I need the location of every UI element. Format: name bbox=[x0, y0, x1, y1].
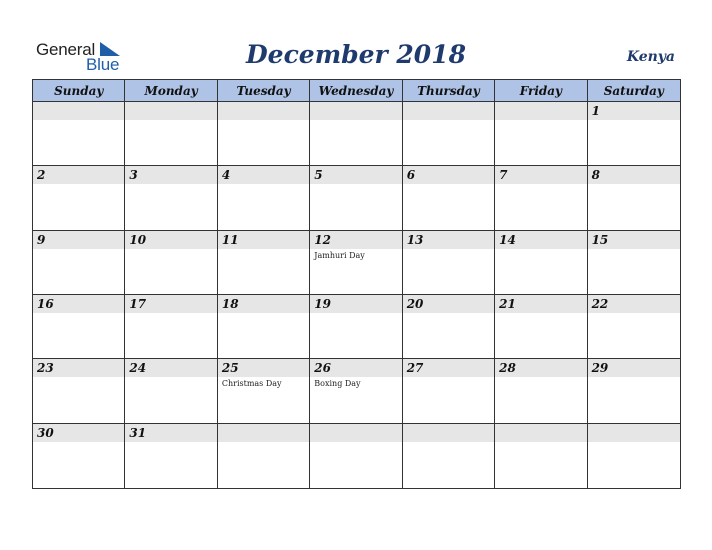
date-band bbox=[495, 295, 586, 313]
date-band bbox=[495, 166, 586, 184]
day-cell bbox=[218, 295, 310, 359]
weekday-header-monday: Monday bbox=[125, 80, 217, 102]
day-cell bbox=[310, 359, 402, 423]
calendar-grid bbox=[32, 79, 681, 489]
date-band bbox=[495, 231, 586, 249]
logo-text-blue: Blue bbox=[86, 55, 120, 74]
day-cell bbox=[495, 231, 587, 295]
date-band bbox=[125, 359, 216, 377]
day-number: 7 bbox=[499, 168, 508, 183]
day-number: 31 bbox=[129, 425, 147, 440]
day-number: 10 bbox=[129, 232, 147, 247]
day-number: 3 bbox=[129, 168, 138, 183]
day-cell bbox=[588, 102, 680, 166]
date-band bbox=[125, 295, 216, 313]
day-cell bbox=[403, 359, 495, 423]
weekday-header-sunday: Sunday bbox=[33, 80, 125, 102]
day-number: 23 bbox=[37, 361, 54, 376]
day-number: 9 bbox=[37, 232, 46, 247]
date-band bbox=[218, 231, 309, 249]
day-cell bbox=[218, 424, 310, 488]
date-band bbox=[218, 295, 309, 313]
date-band bbox=[588, 231, 680, 249]
day-cell bbox=[218, 359, 310, 423]
day-cell bbox=[125, 295, 217, 359]
day-cell bbox=[218, 231, 310, 295]
day-number: 17 bbox=[129, 297, 147, 311]
day-cell bbox=[310, 295, 402, 359]
day-cell bbox=[588, 359, 680, 423]
day-number: 26 bbox=[314, 361, 331, 376]
date-band bbox=[403, 102, 494, 120]
date-band bbox=[33, 359, 124, 377]
day-cell bbox=[588, 424, 680, 488]
day-number: 16 bbox=[37, 297, 54, 311]
day-cell bbox=[125, 359, 217, 423]
day-number: 13 bbox=[406, 232, 424, 247]
date-band bbox=[310, 295, 401, 313]
day-cell bbox=[495, 102, 587, 166]
day-cell bbox=[33, 231, 125, 295]
day-cell bbox=[403, 231, 495, 295]
weekday-header-wednesday: Wednesday bbox=[310, 80, 402, 102]
day-number: 19 bbox=[314, 297, 331, 311]
date-band bbox=[310, 359, 401, 377]
day-cell bbox=[125, 166, 217, 230]
country-label: Kenya bbox=[626, 49, 675, 65]
logo-text-general: General bbox=[36, 40, 96, 59]
day-number: 30 bbox=[37, 425, 54, 440]
holiday-label: Boxing Day bbox=[314, 379, 361, 389]
holiday-label: Christmas Day bbox=[221, 379, 282, 389]
date-band bbox=[33, 295, 124, 313]
calendar-title: December 2018 bbox=[245, 40, 466, 69]
day-number: 6 bbox=[406, 168, 416, 183]
day-cell bbox=[403, 166, 495, 230]
day-cell bbox=[310, 166, 402, 230]
day-number: 25 bbox=[221, 361, 239, 376]
date-band bbox=[588, 424, 680, 442]
day-cell bbox=[495, 166, 587, 230]
day-cell bbox=[310, 424, 402, 488]
day-cell bbox=[495, 424, 587, 488]
day-cell bbox=[403, 102, 495, 166]
date-band bbox=[33, 424, 124, 442]
date-band bbox=[218, 359, 309, 377]
date-band bbox=[125, 166, 216, 184]
date-band bbox=[33, 166, 124, 184]
weekday-header-saturday: Saturday bbox=[588, 80, 680, 102]
day-number: 2 bbox=[37, 168, 46, 183]
day-cell bbox=[33, 424, 125, 488]
day-number: 4 bbox=[221, 168, 231, 183]
day-number: 24 bbox=[129, 361, 147, 376]
day-cell bbox=[125, 102, 217, 166]
weekday-header-friday: Friday bbox=[495, 80, 587, 102]
day-cell bbox=[125, 231, 217, 295]
day-cell bbox=[33, 295, 125, 359]
day-number: 20 bbox=[406, 297, 424, 311]
date-band bbox=[588, 102, 680, 120]
day-cell bbox=[495, 295, 587, 359]
date-band bbox=[310, 102, 401, 120]
day-number: 12 bbox=[314, 232, 331, 247]
date-band bbox=[33, 231, 124, 249]
day-cell bbox=[33, 359, 125, 423]
weekday-header-thursday: Thursday bbox=[403, 80, 495, 102]
holiday-label: Jamhuri Day bbox=[314, 250, 365, 260]
day-number: 1 bbox=[591, 104, 600, 118]
date-band bbox=[33, 102, 124, 120]
day-cell bbox=[310, 231, 402, 295]
date-band bbox=[403, 166, 494, 184]
day-number: 29 bbox=[591, 361, 609, 376]
day-cell bbox=[588, 295, 680, 359]
weekday-header-tuesday: Tuesday bbox=[218, 80, 310, 102]
day-number: 8 bbox=[591, 168, 600, 183]
date-band bbox=[125, 424, 216, 442]
day-number: 22 bbox=[591, 297, 609, 311]
date-band bbox=[310, 231, 401, 249]
date-band bbox=[403, 359, 494, 377]
day-cell bbox=[403, 424, 495, 488]
date-band bbox=[403, 231, 494, 249]
day-cell bbox=[33, 102, 125, 166]
date-band bbox=[125, 231, 216, 249]
day-cell bbox=[310, 102, 402, 166]
date-band bbox=[218, 102, 309, 120]
date-band bbox=[125, 102, 216, 120]
date-band bbox=[495, 359, 586, 377]
day-number: 14 bbox=[499, 232, 516, 247]
day-number: 11 bbox=[221, 232, 239, 247]
day-number: 21 bbox=[499, 297, 516, 311]
day-cell bbox=[218, 166, 310, 230]
day-cell bbox=[218, 102, 310, 166]
day-cell bbox=[588, 166, 680, 230]
day-number: 15 bbox=[591, 232, 609, 247]
date-band bbox=[495, 102, 586, 120]
day-cell bbox=[588, 231, 680, 295]
date-band bbox=[588, 166, 680, 184]
day-number: 5 bbox=[314, 168, 323, 183]
day-cell bbox=[125, 424, 217, 488]
date-band bbox=[403, 295, 494, 313]
day-number: 27 bbox=[406, 361, 424, 376]
date-band bbox=[495, 424, 586, 442]
day-cell bbox=[403, 295, 495, 359]
day-number: 18 bbox=[221, 297, 239, 311]
date-band bbox=[588, 295, 680, 313]
date-band bbox=[403, 424, 494, 442]
day-cell bbox=[495, 359, 587, 423]
date-band bbox=[218, 166, 309, 184]
date-band bbox=[218, 424, 309, 442]
date-band bbox=[310, 424, 401, 442]
date-band bbox=[310, 166, 401, 184]
date-band bbox=[588, 359, 680, 377]
day-cell bbox=[33, 166, 125, 230]
day-number: 28 bbox=[499, 361, 516, 376]
